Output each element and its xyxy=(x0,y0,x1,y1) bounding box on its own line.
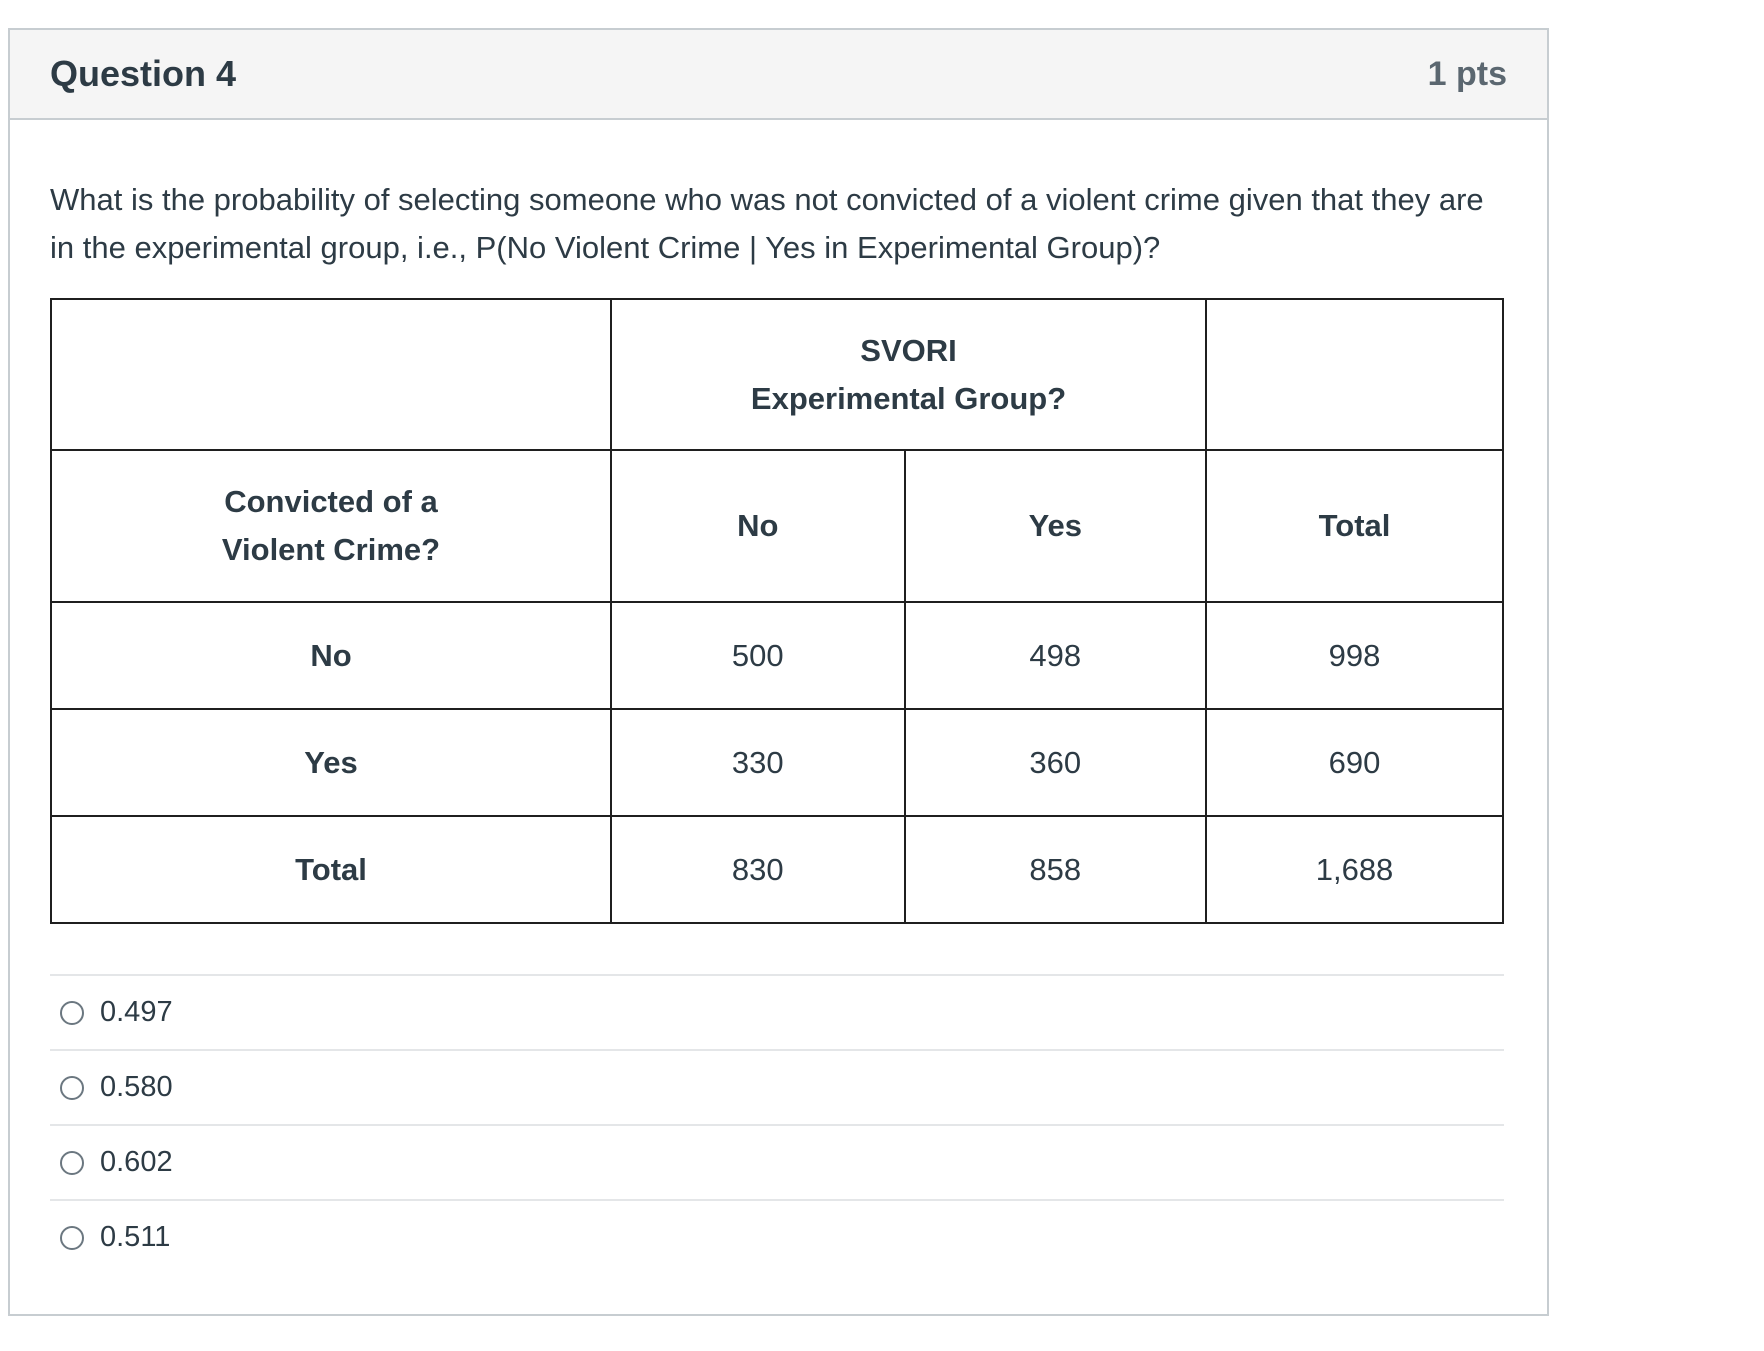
row-label: Yes xyxy=(51,709,611,816)
table-cell: 830 xyxy=(611,816,905,923)
answer-option-4[interactable] xyxy=(50,1199,1504,1274)
question-points: 1 pts xyxy=(1427,54,1507,93)
table-corner-cell xyxy=(51,299,611,450)
table-cell: 500 xyxy=(611,602,905,709)
answer-option-3[interactable] xyxy=(50,1124,1504,1199)
table-cell: 858 xyxy=(905,816,1206,923)
answer-option-1[interactable] xyxy=(50,974,1504,1049)
question-body xyxy=(10,120,1547,1274)
table-cell: 1,688 xyxy=(1206,816,1503,923)
question-text: What is the probability of selecting someone who was not convicted of a violent crime given that they are in the experimental group, i.e., P(No Violent Crime | Yes in Experimental Group)? xyxy=(50,182,1484,265)
table-header-row xyxy=(51,299,1503,450)
table-row xyxy=(51,709,1503,816)
radio-button-icon[interactable] xyxy=(60,1226,84,1250)
group-header-line1: SVORI xyxy=(860,332,957,368)
row-header-line2: Violent Crime? xyxy=(221,532,441,567)
column-header-no: No xyxy=(611,450,905,602)
answer-label[interactable]: 0.497 xyxy=(100,996,173,1028)
column-header-yes: Yes xyxy=(905,450,1206,602)
question-title: Question 4 xyxy=(50,53,237,94)
table-column-header-row xyxy=(51,450,1503,602)
table-cell: 690 xyxy=(1206,709,1503,816)
question-header xyxy=(10,30,1547,120)
row-label: Total xyxy=(51,816,611,923)
answer-label[interactable]: 0.602 xyxy=(100,1146,173,1178)
table-row xyxy=(51,602,1503,709)
radio-button-icon[interactable] xyxy=(60,1001,84,1025)
answer-label[interactable]: 0.511 xyxy=(100,1221,171,1253)
answer-label[interactable]: 0.580 xyxy=(100,1071,173,1103)
table-empty-header-cell xyxy=(1206,299,1503,450)
table-cell: 360 xyxy=(905,709,1206,816)
group-header-cell xyxy=(611,299,1206,450)
column-header-total: Total xyxy=(1206,450,1503,602)
table-cell: 330 xyxy=(611,709,905,816)
row-header-line1: Convicted of a xyxy=(224,484,438,519)
row-label: No xyxy=(51,602,611,709)
question-card xyxy=(8,28,1549,1316)
table-cell: 498 xyxy=(905,602,1206,709)
group-header-line2: Experimental Group? xyxy=(750,380,1067,416)
radio-button-icon[interactable] xyxy=(60,1076,84,1100)
table-cell: 998 xyxy=(1206,602,1503,709)
answer-list xyxy=(50,974,1504,1274)
table-row xyxy=(51,816,1503,923)
radio-button-icon[interactable] xyxy=(60,1151,84,1175)
answer-option-2[interactable] xyxy=(50,1049,1504,1124)
row-header-cell xyxy=(51,450,611,602)
contingency-table xyxy=(50,298,1504,924)
